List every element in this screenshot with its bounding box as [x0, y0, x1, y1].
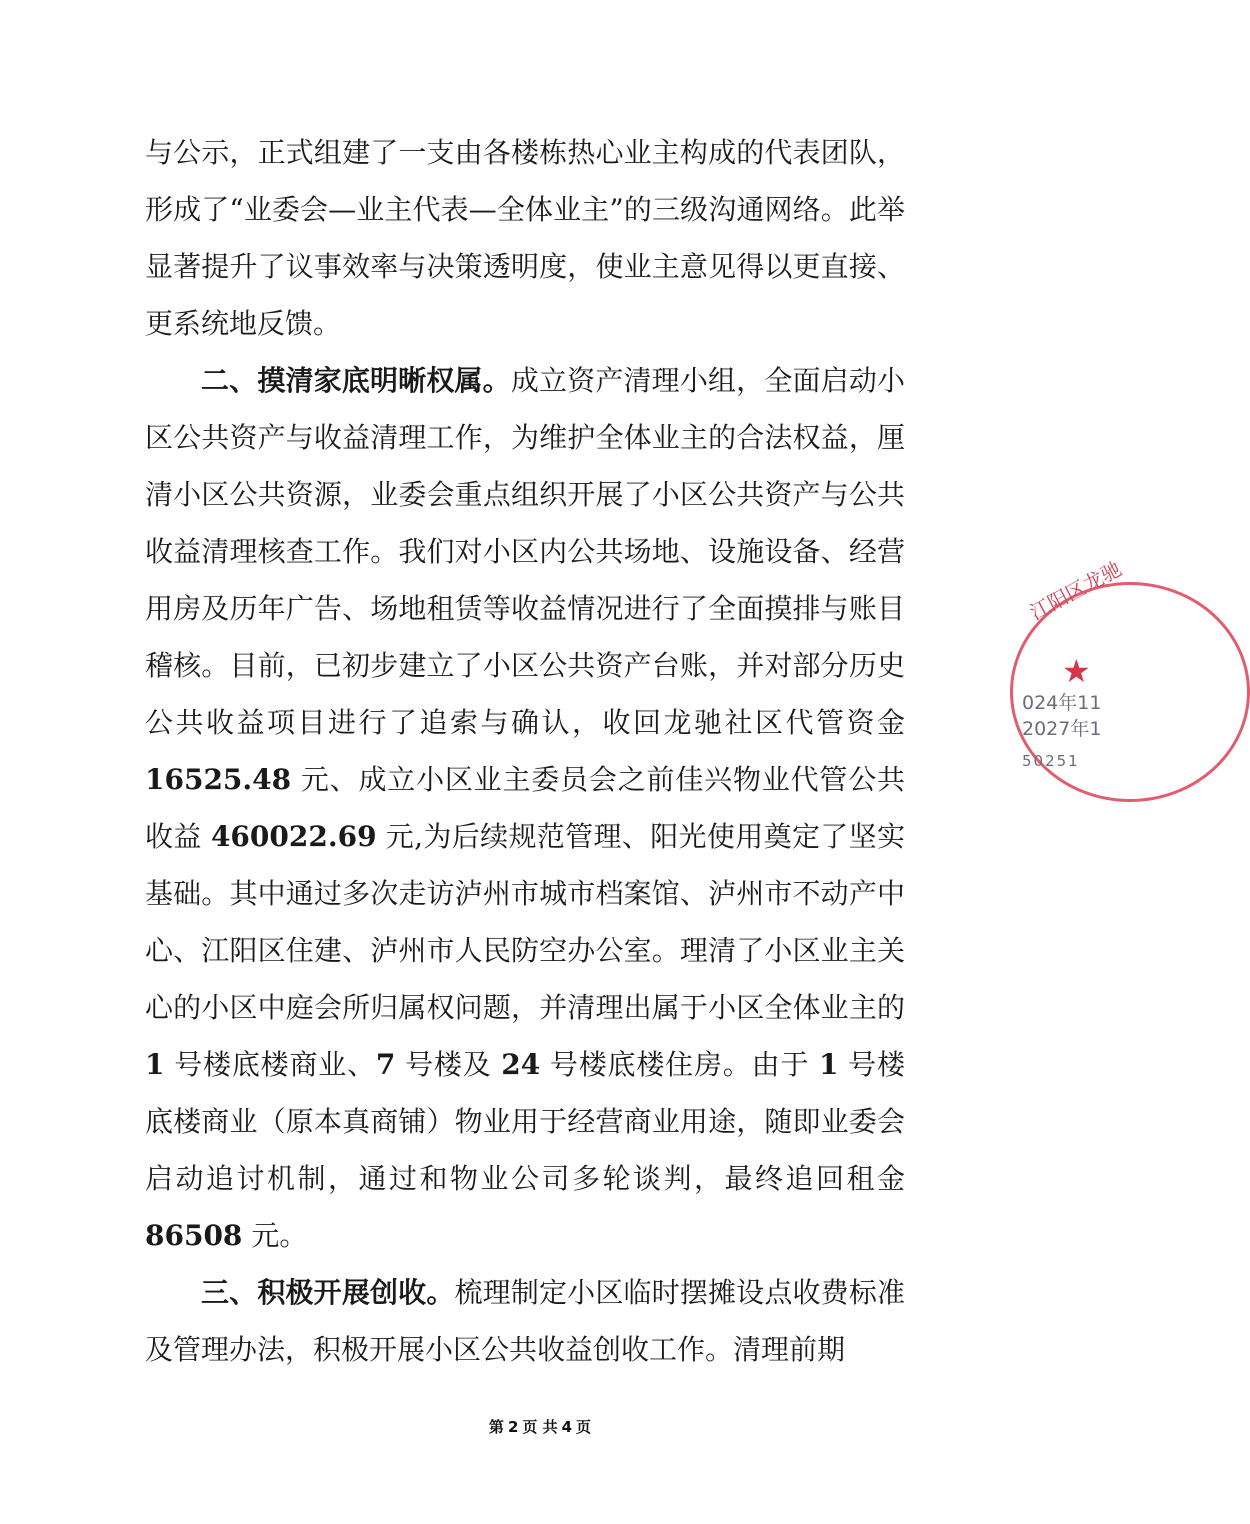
section-2-text-a: 成立资产清理小组，全面启动小区公共资产与收益清理工作，为维护全体业主的合法权益，厘清小区公共资源，业委会重点组织开展了小区公共资产与公共收益清理核查工作。我们对小区内公共场地、设施设备、经营用房及历年广告、场地租赁等收益情况进行了全面摸排与账目稽核。目前，已初步建立了小区公共资产台账，并对部分历史公共收益项目进行了追索与确认，收回龙驰社区代管资金 — [145, 364, 905, 739]
page-footer — [0, 1416, 1080, 1437]
seal-date-end: 2027年1 — [1022, 718, 1102, 740]
building-number-7: 7 — [375, 1048, 396, 1081]
seal-code: 50251 — [1022, 752, 1080, 770]
building-number-1b: 1 — [818, 1048, 839, 1081]
section-2-heading: 二、摸清家底明晰权属。 — [201, 364, 511, 397]
amount-rent-recovered: 86508 — [145, 1219, 243, 1252]
section-3-text: 梳理制定小区临时摆摊设点收费标准及管理办法，积极开展小区公共收益创收工作。清理前期 — [145, 1276, 905, 1366]
paragraph-3 — [145, 1264, 905, 1378]
footer-suffix: 页 — [576, 1418, 592, 1436]
footer-page-number: 2 — [507, 1418, 519, 1436]
footer-mid: 页 共 — [522, 1418, 558, 1436]
section-2-text-c: 元,为后续规范管理、阳光使用奠定了坚实基础。其中通过多次走访泸州市城市档案馆、泸州市不动产中心、江阳区住建、泸州市人民防空办公室。理清了小区业主关心的小区中庭会所归属权问题，并清理出属于小区全体业主的 — [145, 820, 905, 1024]
document-body — [145, 124, 905, 1378]
section-2-text-f: 号楼底楼住房。由于 — [540, 1048, 819, 1081]
paragraph-1: 与公示，正式组建了一支由各楼栋热心业主构成的代表团队，形成了“业委会—业主代表—全体业主”的三级沟通网络。此举显著提升了议事效率与决策透明度，使业主意见得以更直接、更系统地反馈。 — [145, 136, 905, 340]
section-2-text-e: 号楼及 — [395, 1048, 502, 1081]
section-2-text-d: 号楼底楼商业、 — [164, 1048, 376, 1081]
amount-property-income: 460022.69 — [210, 820, 377, 853]
building-number-24: 24 — [501, 1048, 541, 1081]
footer-total-pages: 4 — [561, 1418, 573, 1436]
official-seal — [1010, 556, 1126, 802]
amount-community-funds: 16525.48 — [145, 763, 292, 796]
seal-arc-text: 江阳区龙驰 — [1025, 556, 1126, 625]
footer-prefix: 第 — [488, 1418, 504, 1436]
section-3-heading: 三、积极开展创收。 — [201, 1276, 455, 1309]
seal-date-start: 024年11 — [1022, 692, 1102, 714]
seal-star-icon: ★ — [1062, 652, 1091, 690]
building-number-1: 1 — [145, 1048, 165, 1081]
section-2-text-b: 元、成立小区业主委员会之前佳兴物业代管公共收益 — [145, 763, 905, 853]
section-2-text-h: 元。 — [242, 1219, 308, 1252]
paragraph-2 — [145, 352, 905, 1264]
section-2-text-g: 号楼底楼商业（原本真商铺）物业用于经营商业用途，随即业委会启动追讨机制，通过和物业公司多轮谈判，最终追回租金 — [145, 1048, 905, 1195]
